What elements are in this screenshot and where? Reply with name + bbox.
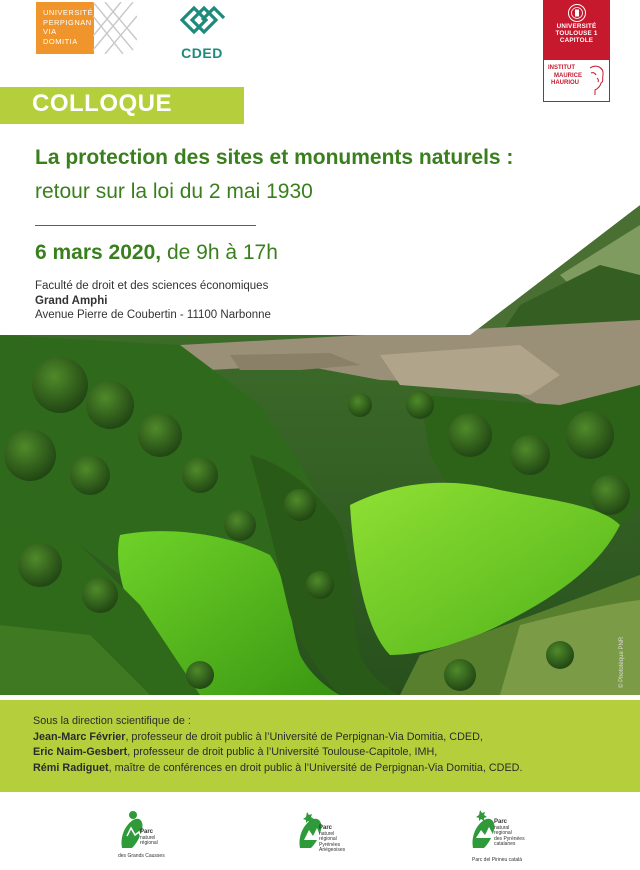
venue-address: Avenue Pierre de Coubertin - 11100 Narbonne bbox=[35, 309, 271, 321]
ut1-logo-line: UNIVERSITÉ bbox=[556, 23, 597, 30]
upvd-logo-line: DOMITIA bbox=[43, 36, 78, 46]
director-name: Rémi Radiguet bbox=[33, 761, 109, 774]
photo-credit-text: © Phototèque PNR bbox=[619, 636, 625, 688]
park-logo-line: Ariégeoises bbox=[319, 847, 346, 854]
title-divider bbox=[35, 225, 256, 226]
photo-credit bbox=[617, 600, 627, 690]
park-logo-pyrenees-catalanes bbox=[470, 808, 530, 868]
upvd-logo bbox=[36, 2, 94, 54]
venue-room: Grand Amphi bbox=[35, 294, 108, 307]
cded-logo bbox=[176, 2, 228, 61]
park-logo-line: des Pyrénées bbox=[494, 835, 525, 842]
director-entry bbox=[33, 730, 640, 746]
park-logo-line: naturel bbox=[140, 834, 156, 841]
ut1-seal-icon bbox=[567, 3, 587, 23]
director-name: Jean-Marc Février bbox=[33, 730, 126, 743]
imh-logo-line: MAURICE bbox=[554, 72, 582, 79]
director-role: , professeur de droit public à l’Université de Perpignan-Via Domitia, CDED, bbox=[125, 730, 483, 743]
park-logo-line: Parc bbox=[319, 825, 333, 831]
imh-logo-line: INSTITUT bbox=[548, 65, 575, 71]
cded-label: CDED bbox=[181, 45, 223, 61]
ut1-logo bbox=[543, 0, 610, 60]
upvd-lattice-icon bbox=[93, 2, 137, 54]
ut1-logo-line: CAPITOLE bbox=[559, 37, 594, 45]
park-logo-line: natural bbox=[494, 824, 510, 831]
park-logo-pyrenees-ariegeoises bbox=[297, 808, 357, 868]
page-subtitle: retour sur la loi du 2 mai 1930 bbox=[35, 180, 313, 203]
upvd-logo-line: UNIVERSITÉ bbox=[43, 8, 94, 17]
portrait-icon bbox=[584, 64, 606, 96]
event-venue bbox=[35, 279, 271, 323]
event-time: de 9h à 17h bbox=[161, 241, 278, 264]
director-role: , professeur de droit public à l’Université Toulouse-Capitole, IMH, bbox=[127, 746, 438, 758]
park-logo-line: Parc bbox=[140, 829, 154, 835]
event-date-line bbox=[35, 241, 278, 265]
director-entry bbox=[33, 761, 640, 777]
park-logo-line: régional bbox=[140, 840, 158, 847]
park-logo-line: naturel bbox=[319, 830, 335, 837]
park-logo-grands-causses bbox=[118, 808, 178, 868]
director-entry bbox=[33, 745, 640, 761]
park-logo-line: regional bbox=[494, 830, 512, 837]
upvd-logo-line: PERPIGNAN bbox=[43, 17, 92, 27]
colloque-label: COLLOQUE bbox=[32, 90, 172, 117]
direction-panel bbox=[0, 700, 640, 792]
event-date: 6 mars 2020, bbox=[35, 241, 162, 264]
park-logo-line: Parc del Pirineu català bbox=[472, 857, 523, 863]
park-logo-line: catalanes bbox=[494, 841, 516, 848]
imh-logo bbox=[543, 60, 610, 102]
director-name: Eric Naim-Gesbert bbox=[33, 746, 128, 758]
park-logo-line: régional bbox=[319, 836, 337, 843]
cded-mark-icon bbox=[176, 2, 228, 38]
park-logo-line: Parc bbox=[494, 819, 508, 825]
upvd-logo-line: VIA bbox=[43, 27, 57, 36]
park-logo-line: des Grands Causses bbox=[118, 853, 165, 859]
page-title: La protection des sites et monuments naturels : bbox=[35, 146, 514, 169]
colloque-banner bbox=[0, 87, 244, 124]
venue-faculty: Faculté de droit et des sciences économiques bbox=[35, 280, 269, 292]
park-logo-line: Pyrénées bbox=[319, 841, 341, 848]
ut1-logo-line: TOULOUSE 1 bbox=[555, 30, 598, 38]
imh-logo-line: HAURIOU bbox=[551, 80, 579, 86]
director-role: , maître de conférences en droit public à l’Université de Perpignan-Via Domitia, CDED. bbox=[108, 761, 523, 774]
direction-intro: Sous la direction scientifique de : bbox=[33, 715, 191, 727]
